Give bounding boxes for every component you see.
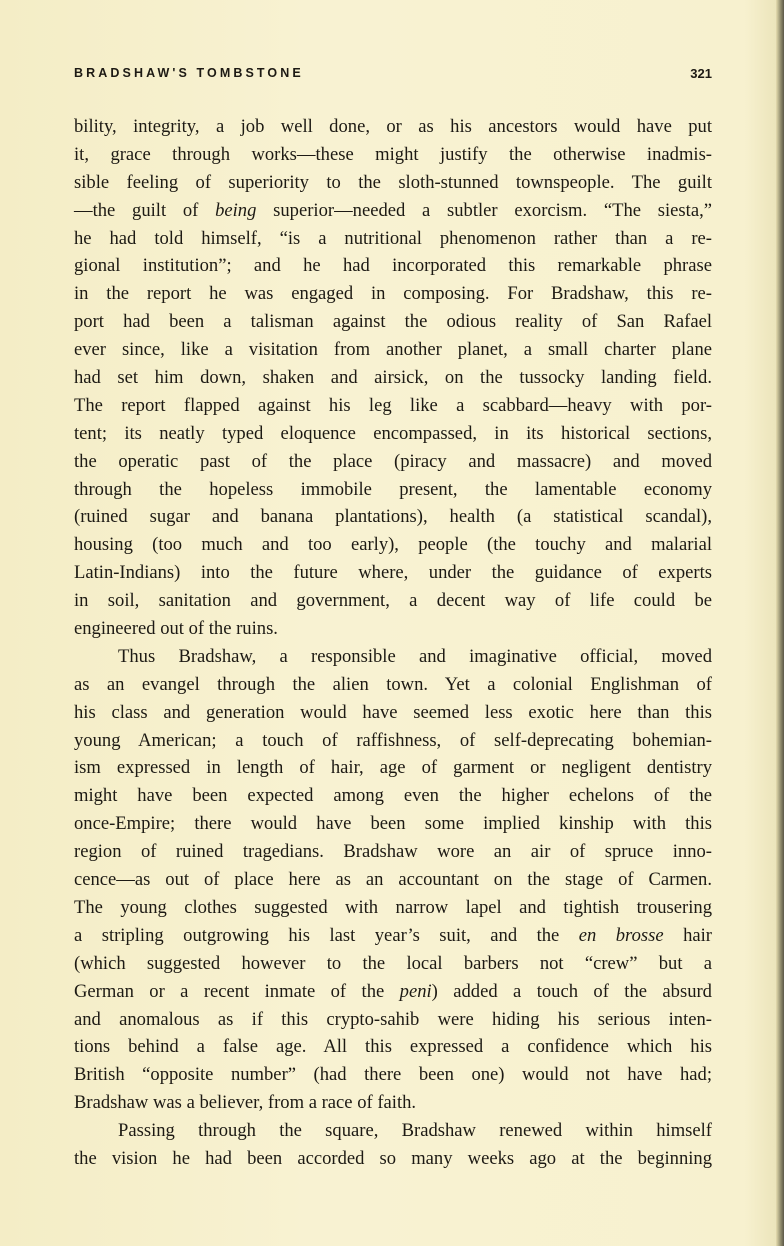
text-line: engineered out of the ruins. — [74, 618, 278, 640]
text-line: Passing through the square, Bradshaw renewed within himself — [118, 1120, 712, 1142]
text-line: cence—as out of place here as an accountant on the stage of Carmen. — [74, 869, 712, 891]
paragraph — [74, 113, 712, 643]
italic-text: peni — [399, 980, 432, 1002]
text-line: the operatic past of the place (piracy and massacre) and moved — [74, 450, 712, 472]
text-line: young American; a touch of raffishness, of self-deprecating bohemian- — [74, 729, 712, 751]
text-line: bility, integrity, a job well done, or as his ancestors would have put — [74, 116, 712, 137]
text-line: gional institution”; and he had incorporated this remarkable phrase — [74, 255, 712, 277]
text-line: sible feeling of superiority to the sloth-stunned townspeople. The guilt — [74, 171, 712, 193]
text-line: in the report he was engaged in composing. For Bradshaw, this re- — [74, 283, 712, 305]
text-line: (which suggested however to the local barbers not “crew” but a — [74, 952, 712, 974]
text-line: and anomalous as if this crypto-sahib were hiding his serious inten- — [74, 1008, 712, 1030]
paragraph — [74, 1117, 712, 1173]
text-line: (ruined sugar and banana plantations), health (a statistical scandal), — [74, 506, 712, 528]
text-line: British “opposite number” (had there been one) would not have had; — [74, 1064, 712, 1086]
running-head: BRADSHAW'S TOMBSTONE — [74, 66, 304, 80]
text-line: region of ruined tragedians. Bradshaw wore an air of spruce inno- — [74, 841, 712, 863]
text-line: ism expressed in length of hair, age of garment or negligent dentistry — [74, 757, 712, 779]
text-line: it, grace through works—these might justify the otherwise inadmis- — [74, 143, 712, 165]
page-header — [74, 66, 712, 86]
text-line: housing (too much and too early), people (the touchy and malarial — [74, 534, 712, 556]
text-line: Bradshaw was a believer, from a race of faith. — [74, 1092, 417, 1114]
text-line: his class and generation would have seemed less exotic here than this — [74, 701, 712, 723]
text-line: tent; its neatly typed eloquence encompassed, in its historical sections, — [74, 422, 712, 444]
paragraph — [74, 643, 712, 1117]
text-line: German or a recent inmate of the peni) added a touch of the absurd — [74, 980, 712, 1002]
text-line: Latin-Indians) into the future where, under the guidance of experts — [74, 562, 712, 584]
body-text — [74, 113, 712, 1173]
text-line: in soil, sanitation and government, a decent way of life could be — [74, 590, 712, 612]
text-line: might have been expected among even the higher echelons of the — [74, 785, 712, 807]
italic-text: being — [215, 199, 257, 221]
text-line: once-Empire; there would have been some implied kinship with this — [74, 813, 712, 835]
text-line: he had told himself, “is a nutritional phenomenon rather than a re- — [74, 227, 712, 249]
text-line: tions behind a false age. All this expressed a confidence which his — [74, 1036, 712, 1058]
text-line: —the guilt of being superior—needed a subtler exorcism. “The siesta,” — [74, 199, 712, 221]
text-line: Thus Bradshaw, a responsible and imaginative official, moved — [118, 645, 712, 667]
page-edge — [776, 0, 784, 1246]
text-line: port had been a talisman against the odious reality of San Rafael — [74, 311, 712, 333]
italic-text: en brosse — [578, 924, 664, 946]
text-line: had set him down, shaken and airsick, on the tussocky landing field. — [74, 367, 712, 389]
page-number: 321 — [690, 66, 712, 81]
text-line: ever since, like a visitation from another planet, a small charter plane — [74, 339, 712, 361]
text-line: through the hopeless immobile present, the lamentable economy — [74, 478, 712, 500]
text-line: a stripling outgrowing his last year’s suit, and the en brosse hair — [74, 924, 712, 946]
text-line: The report flapped against his leg like a scabbard—heavy with por- — [74, 394, 712, 416]
text-line: the vision he had been accorded so many weeks ago at the beginning — [74, 1147, 712, 1169]
text-line: The young clothes suggested with narrow lapel and tightish trousering — [74, 896, 712, 918]
text-line: as an evangel through the alien town. Yet a colonial Englishman of — [74, 673, 712, 695]
